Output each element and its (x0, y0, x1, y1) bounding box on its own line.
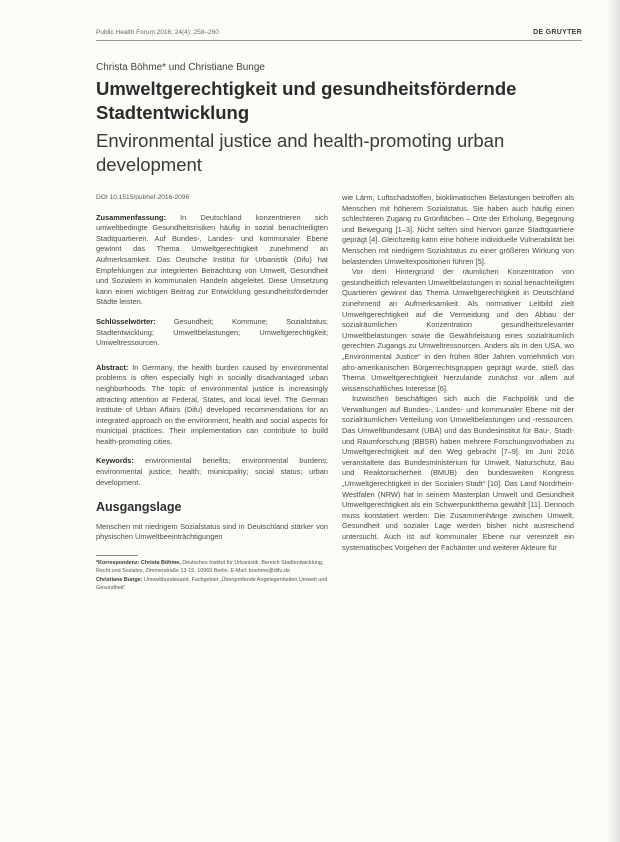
keywords-german-text: Gesundheit; Kommune; Sozialstatus; Stadtentwicklung; Umweltbelastungen; Umweltgerechtigkeit; Umweltressourcen. (96, 316, 328, 348)
journal-citation: Public Health Forum 2016; 24(4): 258–260 (96, 29, 219, 36)
page-edge-shadow (606, 0, 620, 842)
footnote-label: Christiane Bunge: (96, 577, 143, 584)
right-column (342, 193, 574, 553)
keywords-english-text: environmental benefits; environmental burdens; environmental justice; health; municipality; social status; urban development. (96, 456, 328, 487)
keywords-german-label: Schlüsselwörter: (96, 316, 156, 326)
footnote-label: *Korrespondenz: Christa Böhme, (96, 560, 181, 567)
abstract-english-label: Abstract: (96, 362, 129, 372)
abstract-english (96, 363, 328, 448)
keywords-english-label: Keywords: (96, 456, 134, 466)
abstract-english-text: In Germany, the health burden caused by environmental problems is often especially high in socially disadvantaged urban neighborhoods. The topic of environmental justice is increasingly attracting attention at Federal, States, and local level. The German Institute of Urban Affairs (Difu) developed recommendations for an integrated approach on the environment, health and social aspects for municipal practices. Their implementation can contribute to build health-promoting cities. (96, 362, 328, 446)
running-head (96, 29, 582, 36)
keywords-english (96, 456, 328, 488)
doi: DOI 10.1515/pubhef-2016-2096 (96, 194, 190, 201)
keywords-german (96, 317, 328, 349)
footnote-correspondence (96, 560, 328, 575)
footnote-text: Umweltbundesamt, Fachgebiet „Übergreifende Angelegenheiten Umwelt und Gesundheit“ (96, 577, 328, 591)
abstract-german (96, 213, 328, 308)
publisher-name: DE GRUYTER (533, 29, 582, 36)
article-title-english: Environmental justice and health-promoting urban development (96, 130, 505, 175)
abstract-german-text: In Deutschland konzentrieren sich umweltbedingte Gesundheitsrisiken häufig in sozial benachteiligten Stadtquartieren. Auf Bundes-, Landes- und kommunaler Ebene gewinnt das Thema Umweltgerechtigkeit zunehmend an Aufmerksamkeit. Das Deutsche Institut für Urbanistik (Difu) hat Empfehlungen zur integrierten Betrachtung von Umwelt, Gesundheit und Sozialem in kommunalen Handeln abgeleitet. Diese Umsetzung kann einen wichtigen Beitrag zur Entwicklung gesundheitsfördernder Städte leisten. (96, 212, 328, 307)
body-paragraph: Vor dem Hintergrund der räumlichen Konzentration von gesundheitlich relevanten Umweltbelastungen in sozial benachteiligten Quartieren gewinnt das Thema Umweltgerechtigkeit in Deutschland zunehmend an Aufmerksamkeit. Als normativer Leitbild zielt Umweltgerechtigkeit auf die Vermeidung und den Abbau der sozialräumlichen Konzentration gesundheitsrelevanter Umweltbelastungen sowie die Gewährleistung eines sozialräumlich gerechten Zugangs zu Umweltressourcen. Anders als in den USA, wo „Environmental Justice“ in den frühen 80er Jahren vornehmlich von afro-amerikanischen Bürgerrechtsgruppen geprägt wurde, stieß das Thema Umweltgerechtigkeit hierzulande zunächst vor allem auf wissenschaftliches Interesse [6]. (342, 267, 574, 393)
left-column (96, 193, 328, 594)
abstract-german-label: Zusammenfassung: (96, 212, 166, 222)
header-rule (96, 40, 582, 41)
body-paragraph: Inzwischen beschäftigen sich auch die Fachpolitik und die Verwaltungen auf Bundes-, Landes- und kommunaler Ebene mit der sozialräumlichen Verteilung von Umweltbelastungen und -ressourcen. Das Umweltbundesamt (UBA) und das Bundesinstitut für Bau-, Stadt- und Raumforschung (BBSR) haben mehrere Forschungsvorhaben zu Umweltgerechtigkeit auf den Weg gebracht [7–9]. Im Juni 2016 veranstaltete das Bundesministerium für Umwelt, Naturschutz, Bau und Reaktorsicherheit (BMUB) den bundesweiten Kongress „Umweltgerechtigkeit in der Sozialen Stadt“ [10]. Das Land Nordrhein-Westfalen (NRW) hat in seinem Masterplan Umwelt und Gesundheit Umweltgerechtigkeit als ein Schwerpunktthema gewählt [11]. Dennoch muss konstatiert werden: Die Zusammenhänge zwischen Umwelt, Gesundheit und sozialer Lage werden bisher nicht ausreichend untersucht. Auch ist auf kommunaler Ebene nur vereinzelt ein systematisches Vorgehen der Fachämter und weiterer Akteure für (342, 394, 574, 552)
section-intro-text: Menschen mit niedrigem Sozialstatus sind in Deutschland stärker von physischen Umweltbeeinträchtigungen (96, 521, 328, 542)
footnote-text: Deutsches Institut für Urbanistik, Bereich Stadtentwicklung, Recht und Soziales, Zimmerstraße 13-15, 10969 Berlin, E-Mail: boehme@difu.de (96, 560, 324, 574)
section-heading: Ausgangslage (96, 500, 182, 515)
body-paragraph: wie Lärm, Luftschadstoffen, bioklimatischen Belastungen betroffen als Menschen mit höherem Sozialstatus. Sie haben auch häufig einen schlechteren Zugang zu Grünflächen – Orte der Erholung, Begegnung und Bewegung [1–3]. Nicht selten sind hiervon ganze Stadtquartiere geprägt [4]. Gleichzeitig kann eine höhere individuelle Vulnerabilität bei Menschen mit niedrigem Sozialstatus zu einer größeren Wirkung von belastenden Umweltexpositionen führen [5]. (342, 193, 574, 266)
footnote-rule (96, 555, 138, 556)
article-authors: Christa Böhme* und Christiane Bunge (96, 62, 265, 73)
footnote-coauthor (96, 577, 328, 592)
article-title-german: Umweltgerechtigkeit und gesundheitsfördernde Stadtentwicklung (96, 78, 517, 123)
